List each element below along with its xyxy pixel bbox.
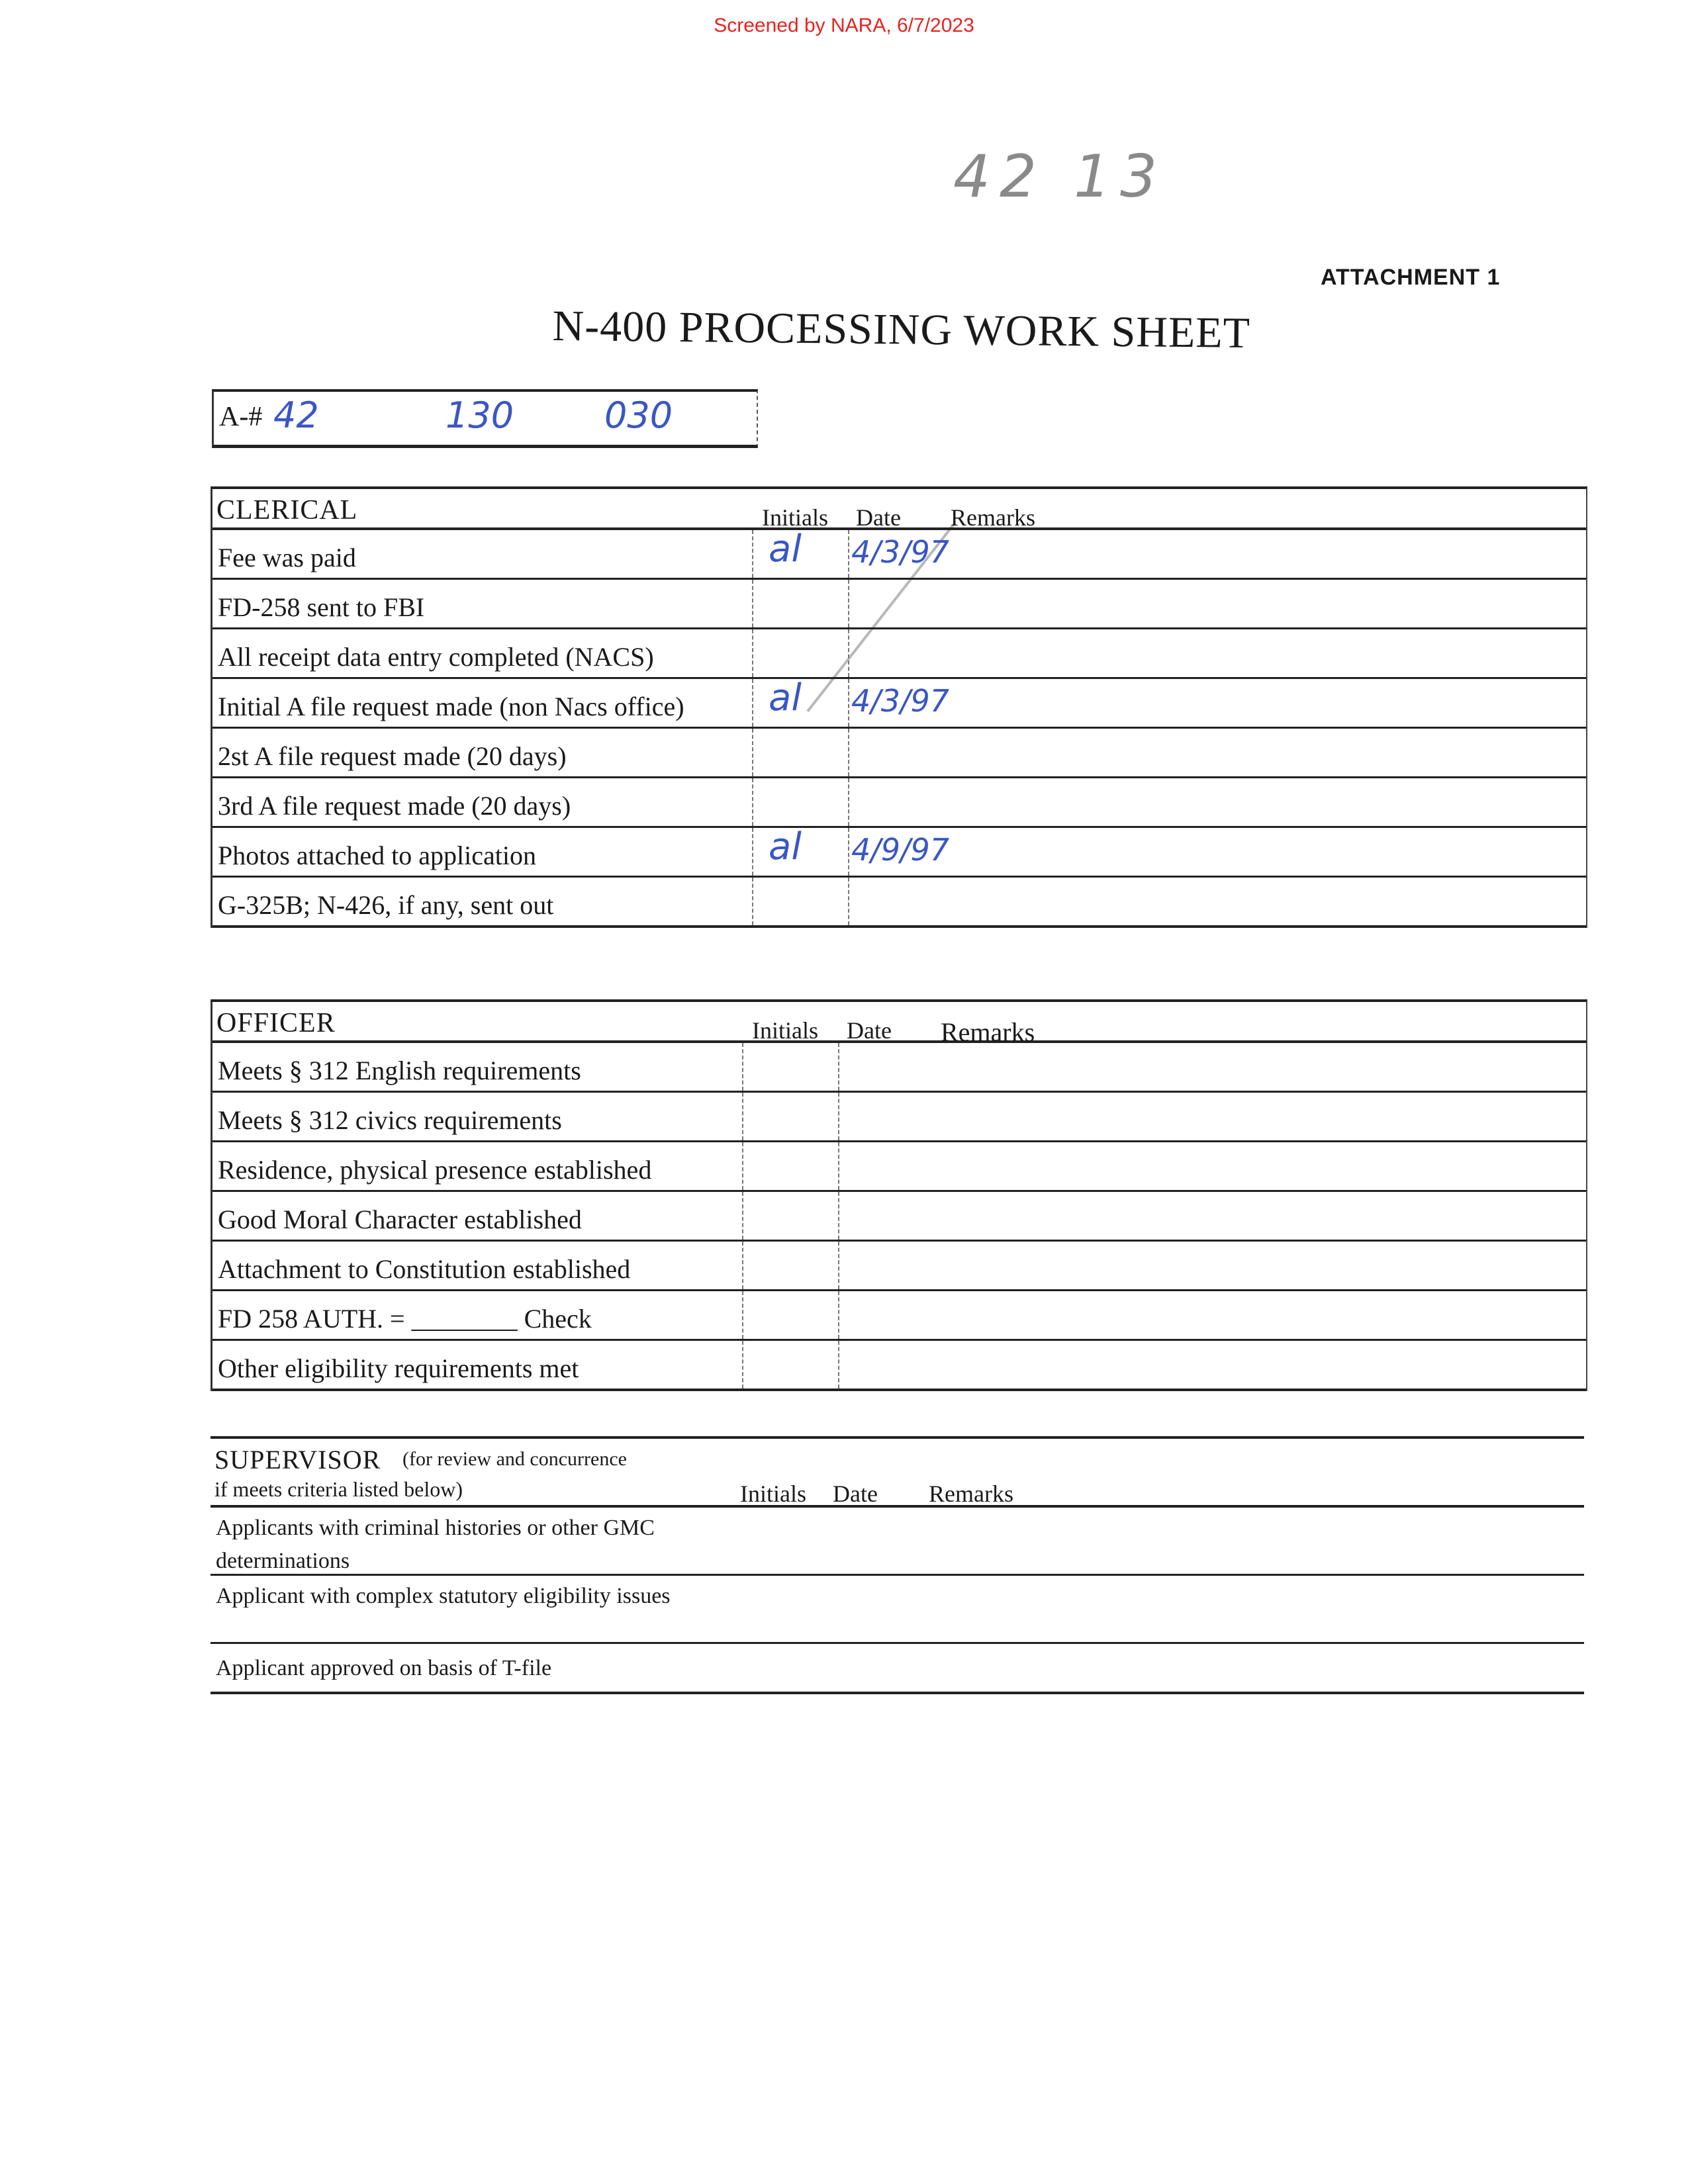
supervisor-row-label: Applicants with criminal histories or other GMC determinations (216, 1516, 655, 1573)
officer-row-label: Attachment to Constitution established (218, 1254, 631, 1284)
clerical-row-label: G-325B; N-426, if any, sent out (218, 890, 554, 920)
officer-row (212, 1341, 1586, 1391)
a-number-part-3: 030 (604, 394, 673, 436)
officer-row-label: Good Moral Character established (218, 1205, 582, 1234)
supervisor-subtitle: if meets criteria listed below) (214, 1477, 463, 1501)
officer-title: OFFICER (216, 1008, 336, 1038)
a-number-part-2: 130 (445, 394, 514, 436)
page-title: N-400 PROCESSING WORK SHEET (552, 301, 1251, 358)
officer-row (212, 1192, 1586, 1242)
officer-row-label: Meets § 312 civics requirements (218, 1105, 562, 1135)
officer-row (212, 1043, 1586, 1093)
supervisor-section (211, 1436, 1584, 1694)
supervisor-note: (for review and concurrence (402, 1448, 627, 1470)
clerical-row (212, 629, 1586, 679)
clerical-row (212, 825, 1586, 878)
officer-header (212, 1002, 1586, 1047)
supervisor-header (211, 1439, 1584, 1508)
supervisor-title: SUPERVISOR (214, 1445, 381, 1475)
clerical-row (212, 778, 1586, 828)
supervisor-col-remarks: Remarks (929, 1480, 1013, 1507)
a-number-part-1: 42 (273, 394, 319, 436)
clerical-header (212, 489, 1586, 530)
clerical-row (212, 729, 1586, 778)
officer-row (212, 1291, 1586, 1341)
clerical-row-date: 4/3/97 (851, 683, 950, 719)
attachment-label: ATTACHMENT 1 (1321, 265, 1501, 290)
a-number-label: A-# (219, 402, 263, 432)
clerical-row-initials: al (769, 825, 802, 868)
officer-col-initials: Initials (752, 1017, 818, 1044)
handwritten-file-number: 42 13 (953, 142, 1166, 210)
clerical-row-label: FD-258 sent to FBI (218, 592, 425, 622)
clerical-row-label: Fee was paid (218, 543, 356, 572)
officer-row (212, 1142, 1586, 1192)
supervisor-row (211, 1644, 1584, 1694)
clerical-row-label: Photos attached to application (218, 841, 536, 870)
supervisor-col-initials: Initials (740, 1480, 806, 1507)
clerical-col-initials: Initials (762, 504, 828, 531)
clerical-row-initials: al (769, 527, 802, 570)
officer-row-label: Meets § 312 English requirements (218, 1056, 581, 1085)
clerical-row (212, 527, 1586, 580)
officer-col-date: Date (847, 1017, 892, 1044)
officer-section (211, 999, 1587, 1391)
officer-col-remarks: Remarks (941, 1017, 1035, 1047)
officer-row-label: Other eligibility requirements met (218, 1353, 579, 1383)
supervisor-row (211, 1576, 1584, 1644)
nara-screened-stamp: Screened by NARA, 6/7/2023 (714, 15, 974, 36)
clerical-row-label: All receipt data entry completed (NACS) (218, 642, 654, 672)
clerical-row-date: 4/9/97 (851, 832, 950, 868)
clerical-title: CLERICAL (216, 495, 358, 525)
clerical-row-label: Initial A file request made (non Nacs office) (218, 692, 684, 721)
supervisor-row-label: Applicant with complex statutory eligibility issues (216, 1584, 671, 1608)
clerical-row-date: 4/3/97 (851, 534, 950, 570)
clerical-row-label: 2st A file request made (20 days) (218, 741, 567, 771)
clerical-row (212, 676, 1586, 729)
officer-row (212, 1242, 1586, 1291)
clerical-section (211, 486, 1587, 928)
clerical-row-initials: al (769, 676, 802, 719)
clerical-row (212, 580, 1586, 629)
supervisor-row-label: Applicant approved on basis of T-file (216, 1656, 552, 1680)
supervisor-row (211, 1508, 1584, 1576)
clerical-row (212, 878, 1586, 928)
officer-row (212, 1093, 1586, 1142)
clerical-row-label: 3rd A file request made (20 days) (218, 791, 571, 821)
officer-row-label: FD 258 AUTH. = ________ Check (218, 1304, 592, 1334)
a-number-box (212, 389, 758, 448)
supervisor-col-date: Date (833, 1480, 878, 1507)
clerical-col-remarks: Remarks (951, 504, 1035, 531)
clerical-col-date: Date (856, 504, 901, 531)
officer-row-label: Residence, physical presence established (218, 1155, 652, 1185)
